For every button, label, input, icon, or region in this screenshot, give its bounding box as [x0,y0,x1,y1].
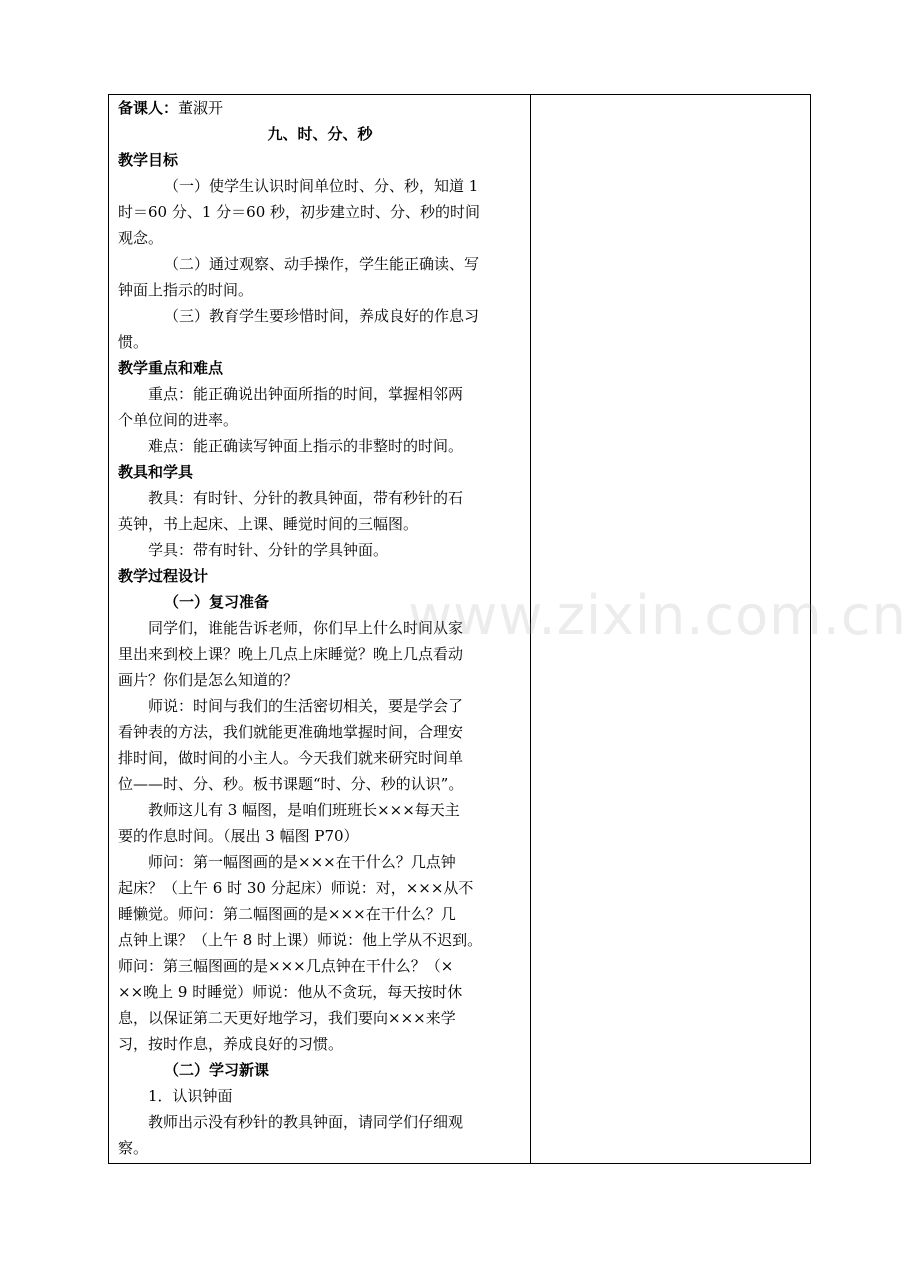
new-lesson-line: 1．认识钟面 [148,1087,233,1105]
goals-line: 惯。 [118,333,149,351]
key-points-heading: 教学重点和难点 [118,359,224,377]
review-line: 排时间，做时间的小主人。今天我们就来研究时间单 [118,749,464,767]
review-line: 画片？你们是怎么知道的？ [118,671,299,689]
new-lesson-heading: （二）学习新课 [164,1061,270,1079]
new-lesson-line: 察。 [118,1139,149,1157]
key-points-line: 重点：能正确说出钟面所指的时间，掌握相邻两 [148,385,464,403]
preparer-name: 董淑开 [178,99,224,117]
review-line: 要的作息时间。（展出 3 幅图 P70） [118,827,359,845]
tools-line: 英钟，书上起床、上课、睡觉时间的三幅图。 [118,515,419,533]
goals-line: 观念。 [118,229,164,247]
goals-line: 时＝60 分、1 分＝60 秒，初步建立时、分、秒的时间 [118,203,481,221]
process-heading: 教学过程设计 [118,567,209,585]
review-line: 位——时、分、秒。板书课题“时、分、秒的认识”。 [118,775,464,793]
review-line: 师问：第一幅图画的是×××在干什么？几点钟 [148,853,456,871]
review-line: 教师这儿有 3 幅图，是咱们班班长×××每天主 [148,801,460,819]
watermark: www.zixin.com.cn [408,584,907,647]
right-column-notes [531,95,810,1163]
review-line: 起床？（上午 6 时 30 分起床）师说：对，×××从不 [118,879,474,897]
review-line: 点钟上课？（上午 8 时上课）师说：他上学从不迟到。 [118,931,483,949]
lesson-title: 九、时、分、秒 [267,125,373,143]
review-heading: （一）复习准备 [164,593,270,611]
key-points-line: 难点：能正确读写钟面上指示的非整时的时间。 [148,437,464,455]
preparer-line [118,95,522,121]
goals-heading: 教学目标 [118,151,179,169]
goals-line: （二）通过观察、动手操作，学生能正确读、写 [164,255,480,273]
preparer-label: 备课人： [118,99,179,117]
lesson-plan-table [108,94,811,1164]
tools-heading: 教具和学具 [118,463,194,481]
review-line: 看钟表的方法，我们就能更准确地掌握时间，合理安 [118,723,464,741]
goals-line: （三）教育学生要珍惜时间，养成良好的作息习 [164,307,480,325]
new-lesson-line: 教师出示没有秒针的教具钟面，请同学们仔细观 [148,1113,464,1131]
review-line: 里出来到校上课？晚上几点上床睡觉？晚上几点看动 [118,645,464,663]
review-line: 同学们，谁能告诉老师，你们早上什么时间从家 [148,619,464,637]
review-line: 习，按时作息，养成良好的习惯。 [118,1035,344,1053]
goals-line: （一）使学生认识时间单位时、分、秒，知道 1 [164,177,479,195]
review-line: 息，以保证第二天更好地学习，我们要向×××来学 [118,1009,456,1027]
review-line: 睡懒觉。师问：第二幅图画的是×××在干什么？几 [118,905,456,923]
left-column [109,95,530,1161]
goals-line: 钟面上指示的时间。 [118,281,254,299]
tools-line: 教具：有时针、分针的教具钟面，带有秒针的石 [148,489,464,507]
tools-line: 学具：带有时针、分针的学具钟面。 [148,541,389,559]
review-line: 师问：第三幅图画的是×××几点钟在干什么？（× [118,957,454,975]
review-line: ××晚上 9 时睡觉）师说：他从不贪玩，每天按时休 [118,983,463,1001]
key-points-line: 个单位间的进率。 [118,411,239,429]
review-line: 师说：时间与我们的生活密切相关，要是学会了 [148,697,464,715]
